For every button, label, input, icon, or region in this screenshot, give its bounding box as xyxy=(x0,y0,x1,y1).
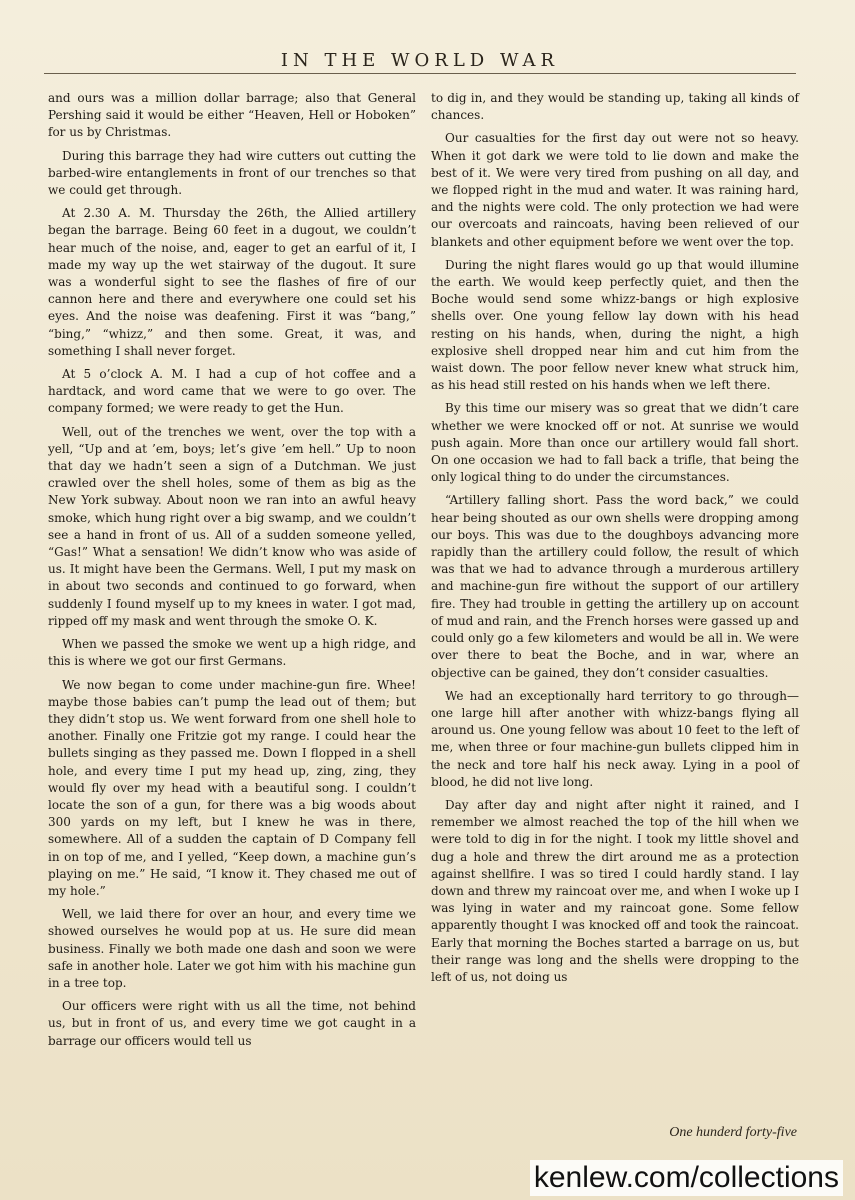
paragraph: By this time our misery was so great that we didn’t care whether we were knocked off or not. At sunrise we would push again. More than once our artillery would fall short. On one occasion we had to fall back a trifle, that being the only logical thing to do under the circumstances. xyxy=(431,401,799,485)
paragraph: to dig in, and they would be standing up, taking all kinds of chances. xyxy=(431,91,799,123)
running-header: IN THE WORLD WAR xyxy=(280,50,560,71)
paragraph: During the night flares would go up that would illumine the earth. We would keep perfectly quiet, and then the Boche would send some whizz-bangs or high explosive shells over. One young fellow lay down with his head resting on his hands, when, during the night, a high explosive shell dropped near him and cut him from the waist down. The poor fellow never knew what struck him, as his head still rested on his hands when we left there. xyxy=(431,257,799,393)
paragraph: Well, out of the trenches we went, over the top with a yell, “Up and at ’em, boys; let’s give ’em hell.” Up to noon that day we hadn’t seen a sign of a Dutchman. We just crawled over the shell holes, some of them as big as the New York subway. About noon we ran into an awful heavy smoke, which hung right over a big swamp, and we couldn’t see a hand in front of us. All of a sudden someone yelled, “Gas!” What a sensation! We didn’t know who was aside of us. It might have been the Germans. Well, I put my mask on in about two seconds and continued to go forward, when suddenly I found myself up to my knees in water. I got mad, ripped off my mask and went through the smoke O. K. xyxy=(48,424,416,628)
paragraph: Day after day and night after night it rained, and I remember we almost reached the top of the hill when we were told to dig in for the night. I took my little shovel and dug a hole and threw the dirt around me as a protection against shellfire. I was so tired I could hardly stand. I lay down and threw my raincoat over me, and when I woke up I was lying in water and my raincoat gone. Some fellow apparently thought I was knocked off and took the raincoat. Early that morning the Boches started a barrage on us, but their range was long and the shells were dropping to the left of us, not doing us xyxy=(431,797,799,984)
watermark: kenlew.com/collections xyxy=(530,1160,843,1196)
page-number: One hunderd forty-five xyxy=(669,1125,797,1140)
header-rule xyxy=(44,73,796,74)
paragraph: Well, we laid there for over an hour, and every time we showed ourselves he would pop at us. He sure did mean business. Finally we both made one dash and soon we were safe in another hole. Later we got him with his machine gun in a tree top. xyxy=(48,907,416,990)
paragraph: When we passed the smoke we went up a high ridge, and this is where we got our first Germans. xyxy=(48,637,416,669)
paragraph: We now began to come under machine-gun fire. Whee! maybe those babies can’t pump the lead out of them; but they didn’t stop us. We went forward from one shell hole to another. Finally one Fritzie got my range. I could hear the bullets singing as they passed me. Down I flopped in a shell hole, and every time I put my head up, zing, zing, they would fly over my head with a beautiful song. I couldn’t locate the son of a gun, for there was a big woods about 300 yards on my left, but I knew he was in there, somewhere. All of a sudden the captain of D Company fell in on top of me, and I yelled, “Keep down, a machine gun’s playing on me.” He said, “I know it. They chased me out of my hole.” xyxy=(48,677,416,898)
paragraph: Our officers were right with us all the time, not behind us, but in front of us, and every time we got caught in a barrage our officers would tell us xyxy=(48,999,416,1048)
left-column xyxy=(48,90,416,1056)
paragraph: and ours was a million dollar barrage; also that General Pershing said it would be either “Heaven, Hell or Hoboken” for us by Christmas. xyxy=(48,91,416,140)
right-column xyxy=(431,90,799,992)
paragraph: Our casualties for the first day out were not so heavy. When it got dark we were told to lie down and make the best of it. We were very tired from pushing on all day, and we flopped right in the mud and water. It was raining hard, and the nights were cold. The only protection we had were our overcoats and raincoats, having been relieved of our blankets and other equipment before we went over the top. xyxy=(431,131,799,249)
paragraph: We had an exceptionally hard territory to go through—one large hill after another with whizz-bangs flying all around us. One young fellow was about 10 feet to the left of me, when three or four machine-gun bullets clipped him in the neck and tore half his neck away. Lying in a pool of blood, he did not live long. xyxy=(431,688,799,789)
paragraph: At 2.30 A. M. Thursday the 26th, the Allied artillery began the barrage. Being 60 feet in a dugout, we couldn’t hear much of the noise, and, eager to get an earful of it, I made my way up the wet stairway of the dugout. It sure was a wonderful sight to see the flashes of fire of our cannon here and there and everywhere one could set his eyes. And the noise was deafening. First it was “bang,” “bing,” “whizz,” and then some. Great, it was, and something I shall never forget. xyxy=(48,206,416,358)
paragraph: During this barrage they had wire cutters out cutting the barbed-wire entanglements in front of our trenches so that we could get through. xyxy=(48,148,416,198)
paragraph: “Artillery falling short. Pass the word back,” we could hear being shouted as our own shells were dropping among our boys. This was due to the doughboys advancing more rapidly than the artillery could follow, the result of which was that we had to advance through a murderous artillery and machine-gun fire without the support of our artillery fire. They had trouble in getting the artillery up on account of mud and rain, and the French horses were gassed up and could only go a few kilometers and would be all in. We were over there to beat the Boche, and in war, where an objective can be gained, they don’t consider casualties. xyxy=(431,493,799,680)
paragraph: At 5 o’clock A. M. I had a cup of hot coffee and a hardtack, and word came that we were to go over. The company formed; we were ready to get the Hun. xyxy=(48,367,416,416)
